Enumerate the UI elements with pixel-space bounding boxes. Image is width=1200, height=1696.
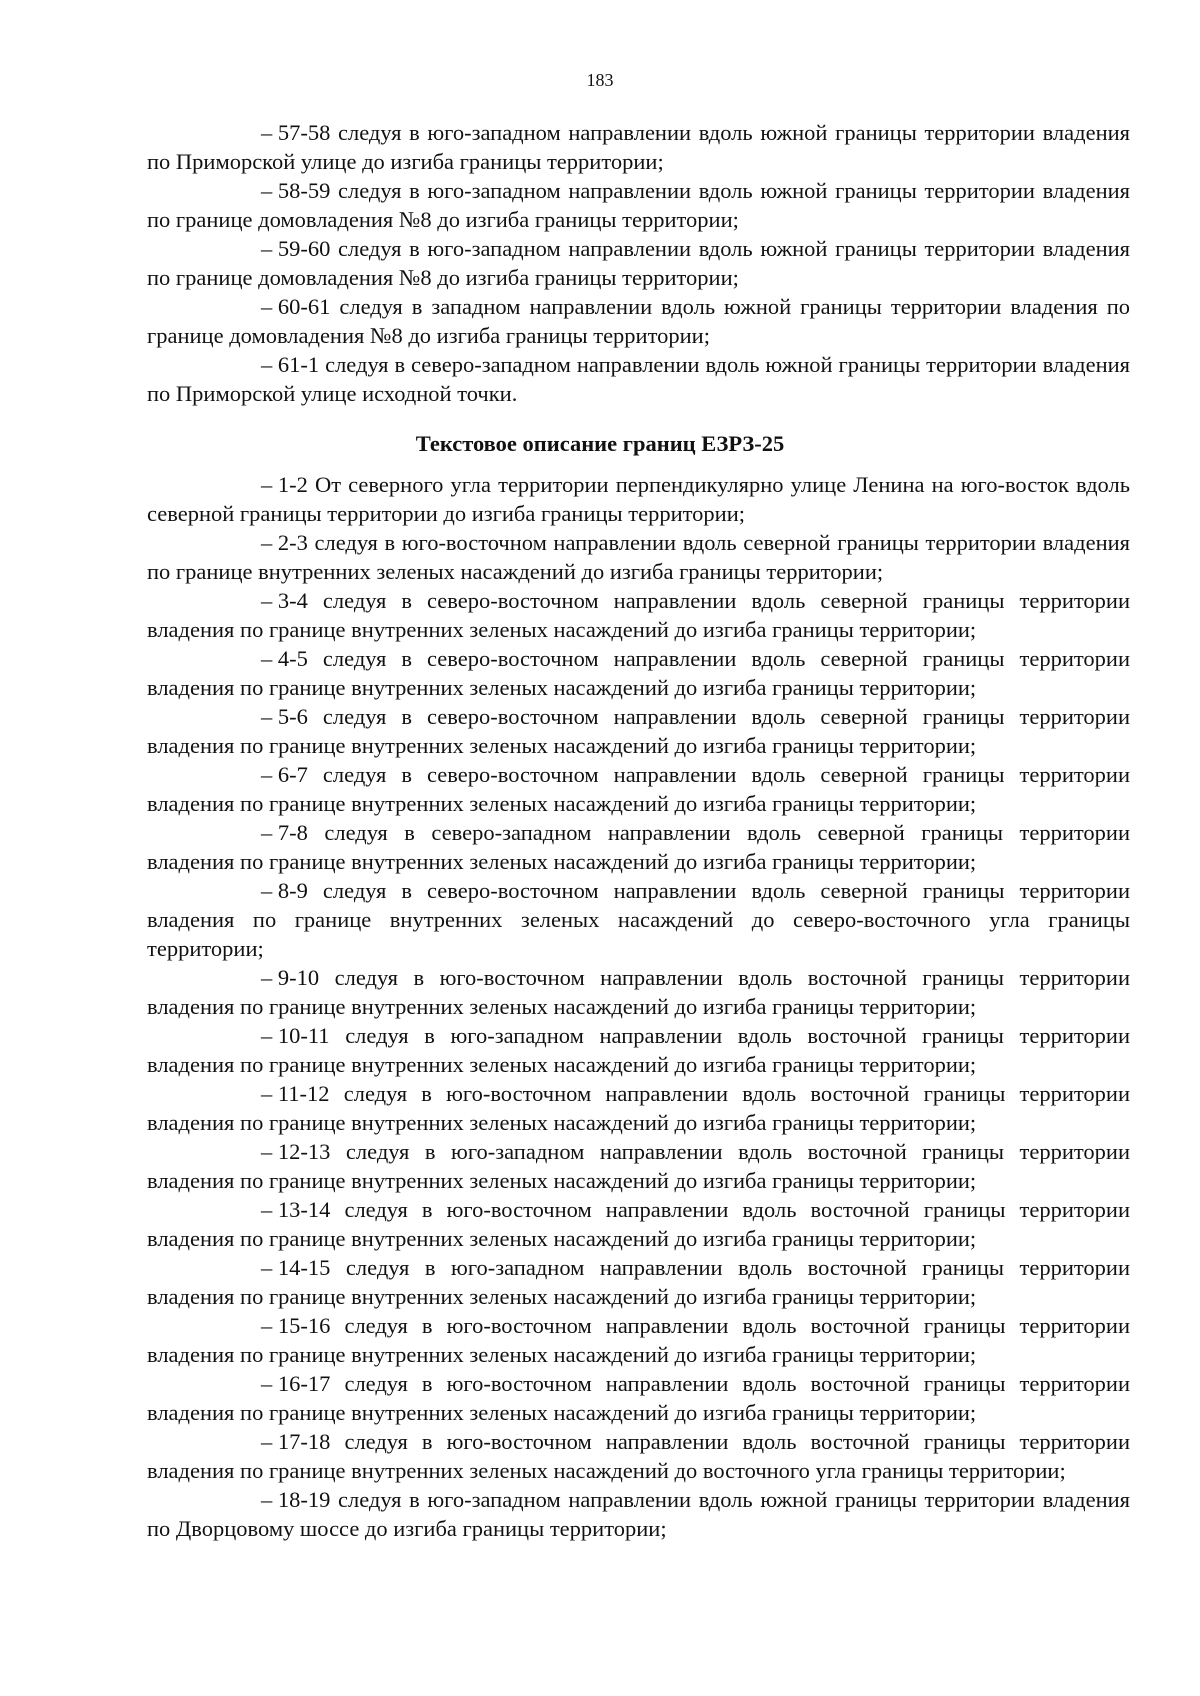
segment-label: – 6-7: [261, 762, 308, 787]
segment-text: следуя в северо-восточном направлении вдоль северной границы территории владения по границе внутренних зеленых насаждений до изгиба границы территории;: [147, 646, 1130, 700]
segment-text: следуя в юго-западном направлении вдоль южной границы территории владения по Приморской улице до изгиба границы территории;: [147, 120, 1131, 174]
segment-label: – 10-11: [261, 1023, 330, 1048]
segment-label: – 4-5: [261, 646, 308, 671]
segment-label: – 59-60: [261, 236, 331, 261]
list-item: [147, 350, 1130, 408]
segment-label: – 15-16: [261, 1313, 331, 1338]
list-item: [147, 760, 1130, 818]
segment-text: От северного угла территории перпендикулярно улице Ленина на юго-восток вдоль северной границы территории до изгиба границы территории;: [147, 472, 1130, 526]
segment-label: – 18-19: [261, 1487, 331, 1512]
list-item: [147, 1253, 1130, 1311]
segment-label: – 9-10: [261, 965, 320, 990]
segment-text: следуя в северо-восточном направлении вдоль северной границы территории владения по границе внутренних зеленых насаждений до изгиба границы территории;: [147, 588, 1130, 642]
list-item: [147, 234, 1130, 292]
list-item: [147, 702, 1130, 760]
list-item: [147, 876, 1130, 963]
segment-text: следуя в северо-западном направлении вдоль южной границы территории владения по Приморской улице исходной точки.: [147, 352, 1131, 406]
list-item: [147, 1021, 1130, 1079]
segment-label: – 11-12: [261, 1081, 330, 1106]
segment-label: – 17-18: [261, 1429, 331, 1454]
segment-label: – 2-3: [261, 530, 308, 555]
segment-text: следуя в юго-западном направлении вдоль южной границы территории владения по границе домовладения №8 до изгиба границы территории;: [147, 236, 1131, 290]
list-item: [147, 1369, 1130, 1427]
segment-label: – 60-61: [261, 294, 331, 319]
list-item: [147, 528, 1130, 586]
segment-text: следуя в северо-восточном направлении вдоль северной границы территории владения по границе внутренних зеленых насаждений до северо-восточного угла границы территории;: [147, 878, 1130, 961]
list-item: [147, 1485, 1130, 1543]
segment-label: – 16-17: [261, 1371, 331, 1396]
segment-text: следуя в юго-восточном направлении вдоль восточной границы территории владения по границе внутренних зеленых насаждений до изгиба границы территории;: [147, 1313, 1130, 1367]
segment-text: следуя в юго-восточном направлении вдоль северной границы территории владения по границе внутренних зеленых насаждений до изгиба границы территории;: [147, 530, 1130, 584]
list-item: [147, 1311, 1130, 1369]
segment-label: – 12-13: [261, 1139, 331, 1164]
segment-label: – 57-58: [261, 120, 331, 145]
segment-text: следуя в северо-восточном направлении вдоль северной границы территории владения по границе внутренних зеленых насаждений до изгиба границы территории;: [147, 704, 1130, 758]
list-item: [147, 1427, 1130, 1485]
segment-text: следуя в юго-восточном направлении вдоль восточной границы территории владения по границе внутренних зеленых насаждений до изгиба границы территории;: [147, 1197, 1130, 1251]
segment-label: – 14-15: [261, 1255, 331, 1280]
segment-text: следуя в западном направлении вдоль южной границы территории владения по границе домовладения №8 до изгиба границы территории;: [147, 294, 1130, 348]
list-item: [147, 963, 1130, 1021]
segment-label: – 8-9: [261, 878, 308, 903]
segment-text: следуя в юго-восточном направлении вдоль восточной границы территории владения по границе внутренних зеленых насаждений до изгиба границы территории;: [147, 1081, 1131, 1135]
segment-label: – 3-4: [261, 588, 308, 613]
boundary-list-ezrz-25: [147, 470, 1130, 1543]
segment-label: – 5-6: [261, 704, 308, 729]
list-item: [147, 118, 1130, 176]
segment-label: – 58-59: [261, 178, 331, 203]
list-item: [147, 1137, 1130, 1195]
segment-text: следуя в юго-восточном направлении вдоль восточной границы территории владения по границе внутренних зеленых насаждений до изгиба границы территории;: [147, 1371, 1130, 1425]
section-title: Текстовое описание границ ЕЗРЗ-25: [415, 431, 785, 456]
list-item: [147, 1195, 1130, 1253]
segment-text: следуя в северо-восточном направлении вдоль северной границы территории владения по границе внутренних зеленых насаждений до изгиба границы территории;: [147, 762, 1130, 816]
segment-text: следуя в юго-восточном направлении вдоль восточной границы территории владения по границе внутренних зеленых насаждений до изгиба границы территории;: [147, 965, 1130, 1019]
list-item: [147, 1079, 1130, 1137]
boundary-list-previous: [147, 118, 1130, 408]
list-item: [147, 644, 1130, 702]
segment-label: – 13-14: [261, 1197, 331, 1222]
segment-text: следуя в юго-западном направлении вдоль восточной границы территории владения по границе внутренних зеленых насаждений до изгиба границы территории;: [147, 1255, 1131, 1309]
segment-text: следуя в юго-западном направлении вдоль восточной границы территории владения по границе внутренних зеленых насаждений до изгиба границы территории;: [147, 1139, 1131, 1193]
segment-label: – 61-1: [261, 352, 320, 377]
list-item: [147, 292, 1130, 350]
segment-text: следуя в юго-западном направлении вдоль восточной границы территории владения по границе внутренних зеленых насаждений до изгиба границы территории;: [147, 1023, 1130, 1077]
list-item: [147, 586, 1130, 644]
segment-text: следуя в юго-западном направлении вдоль южной границы территории владения по Дворцовому шоссе до изгиба границы территории;: [147, 1487, 1131, 1541]
segment-text: следуя в юго-западном направлении вдоль южной границы территории владения по границе домовладения №8 до изгиба границы территории;: [147, 178, 1131, 232]
list-item: [147, 176, 1130, 234]
page-number: 183: [586, 70, 614, 90]
segment-text: следуя в юго-восточном направлении вдоль восточной границы территории владения по границе внутренних зеленых насаждений до восточного угла границы территории;: [147, 1429, 1130, 1483]
segment-label: – 7-8: [261, 820, 308, 845]
list-item: [147, 818, 1130, 876]
segment-label: – 1-2: [261, 472, 308, 497]
list-item: [147, 470, 1130, 528]
segment-text: следуя в северо-западном направлении вдоль северной границы территории владения по границе внутренних зеленых насаждений до изгиба границы территории;: [147, 820, 1130, 874]
